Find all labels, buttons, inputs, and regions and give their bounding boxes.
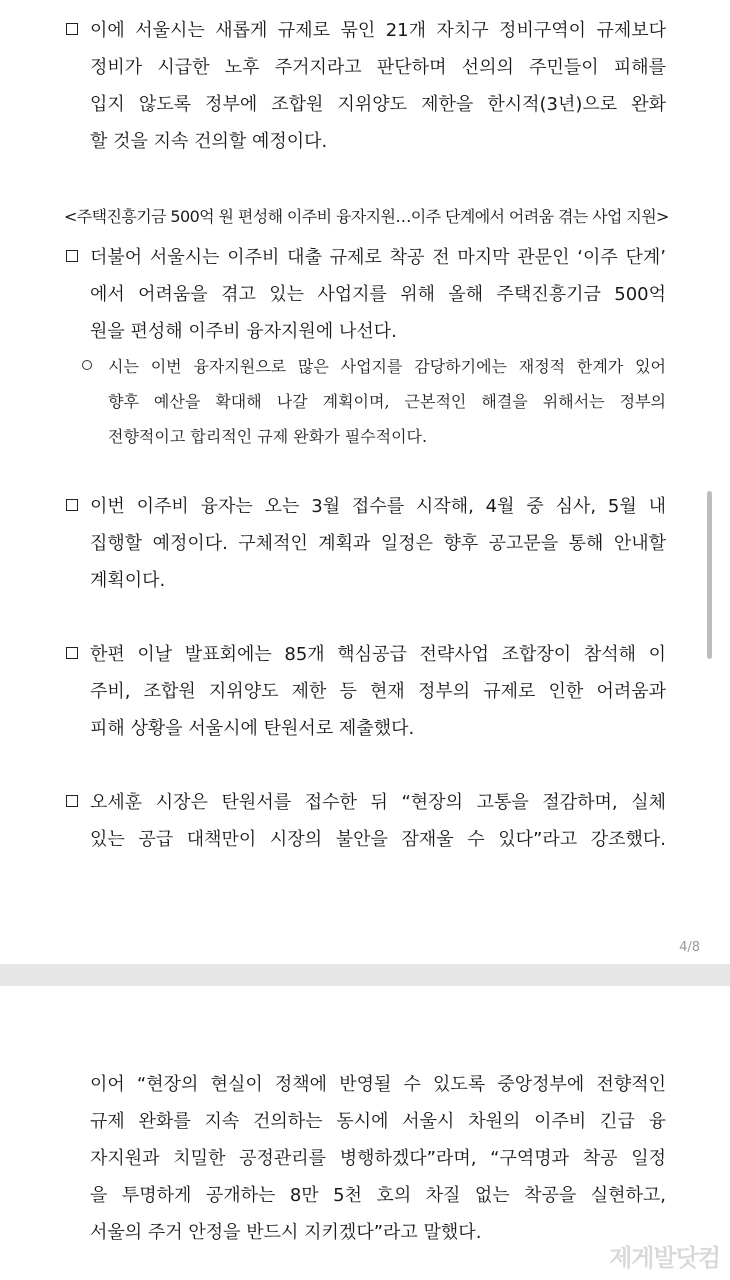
text-line: 있는 공급 대책만이 시장의 불안을 잠재울 수 있다”라고 강조했다. [90,829,666,850]
text-line: 피해 상황을 서울시에 탄원서로 제출했다. [90,718,415,739]
text-line: 이번 이주비 융자는 오는 3월 접수를 시작해, 4월 중 심사, 5월 내 [90,496,666,517]
text-line: 서울의 주거 안정을 반드시 지키겠다”라고 말했다. [90,1222,482,1243]
section-heading: <주택진흥기금 500억 원 편성해 이주비 융자지원…이주 단계에서 어려움 겪는 사업 지원> [64,207,669,226]
paragraph-rule-relief [90,12,666,160]
paragraph-loan-schedule [90,488,666,599]
paragraph-mayor-statement [90,784,666,858]
text-line: 오세훈 시장은 탄원서를 접수한 뒤 “현장의 고통을 절감하며, 실체 [90,792,666,813]
text-line: 원을 편성해 이주비 융자지원에 나선다. [90,321,397,342]
text-line: 이어 “현장의 현실이 정책에 반영될 수 있도록 중앙정부에 전향적인 [90,1074,666,1095]
text-line: 한편 이날 발표회에는 85개 핵심공급 전략사업 조합장이 참석해 이 [90,644,666,665]
document-page-5 [0,986,730,1280]
text-line: 계획이다. [90,570,166,591]
text-line: 주비, 조합원 지위양도 제한 등 현재 정부의 규제로 인한 어려움과 [90,681,666,702]
checkbox-bullet-icon [66,499,78,511]
page-divider [0,964,730,986]
text-line: 집행할 예정이다. 구체적인 계획과 일정은 향후 공고문을 통해 안내할 [90,533,666,554]
paragraph-relocation-fund [90,239,666,350]
circle-bullet-icon [82,360,92,370]
text-line: 자지원과 치밀한 공정관리를 병행하겠다”라며, “구역명과 착공 일정 [90,1148,666,1169]
checkbox-bullet-icon [66,23,78,35]
text-line: 향후 예산을 확대해 나갈 계획이며, 근본적인 해결을 위해서는 정부의 [108,392,666,411]
scrollbar-thumb[interactable] [707,491,712,659]
paragraph-petition [90,636,666,747]
checkbox-bullet-icon [66,795,78,807]
site-watermark: 제게발닷컴 [609,1244,720,1272]
paragraph-mayor-continued [90,1066,666,1251]
text-line: 을 투명하게 공개하는 8만 5천 호의 차질 없는 착공을 실현하고, [90,1185,666,1206]
text-line: 규제 완화를 지속 건의하는 동시에 서울시 차원의 이주비 긴급 융 [90,1111,666,1132]
text-line: 시는 이번 융자지원으로 많은 사업지를 감당하기에는 재정적 한계가 있어 [108,357,666,376]
text-line: 전향적이고 합리적인 규제 완화가 필수적이다. [108,427,428,446]
checkbox-bullet-icon [66,647,78,659]
text-line: 이에 서울시는 새롭게 규제로 묶인 21개 자치구 정비구역이 규제보다 [90,20,666,41]
text-line: 정비가 시급한 노후 주거지라고 판단하며 선의의 주민들이 피해를 [90,57,666,78]
checkbox-bullet-icon [66,250,78,262]
text-line: 할 것을 지속 건의할 예정이다. [90,131,328,152]
page-number: 4/8 [679,940,700,955]
text-line: 에서 어려움을 겪고 있는 사업지를 위해 올해 주택진흥기금 500억 [90,284,666,305]
text-line: 더불어 서울시는 이주비 대출 규제로 착공 전 마지막 관문인 ‘이주 단계’ [90,247,666,268]
sub-paragraph-budget [108,349,666,454]
text-line: 입지 않도록 정부에 조합원 지위양도 제한을 한시적(3년)으로 완화 [90,94,666,115]
